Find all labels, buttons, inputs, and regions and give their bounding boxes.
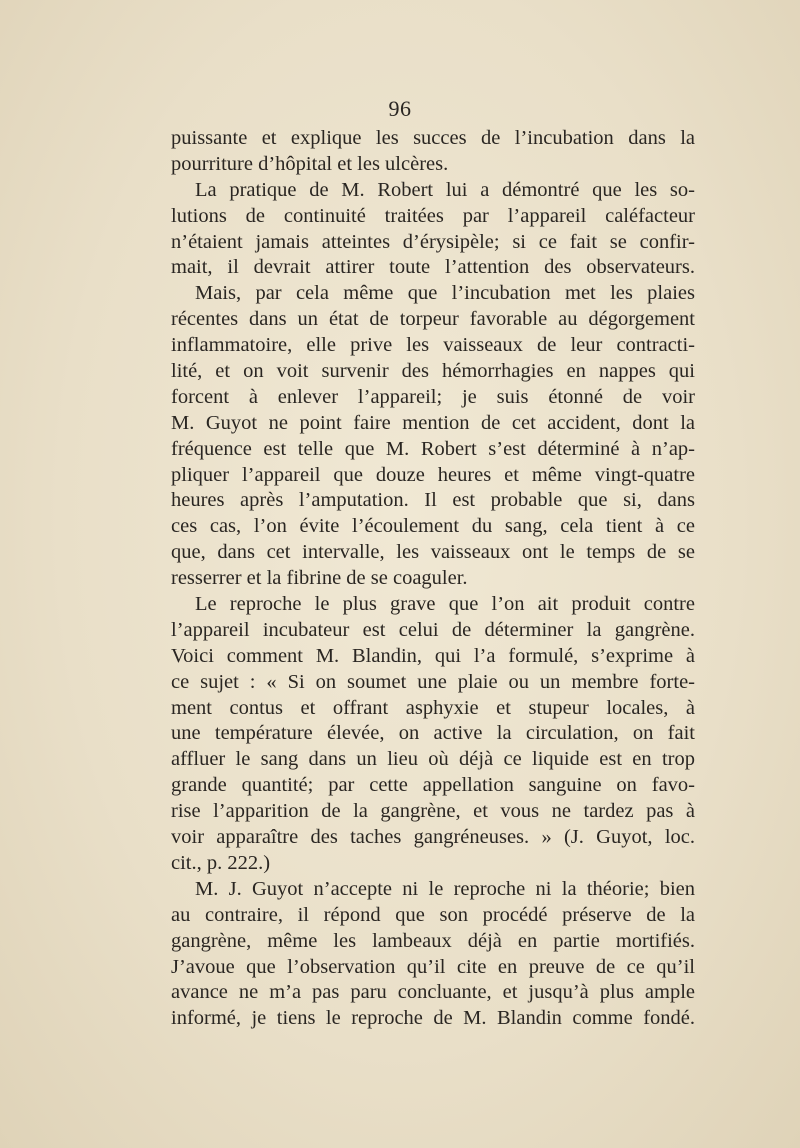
- text-line: La pratique de M. Robert lui a démontré que les so-: [195, 178, 695, 201]
- text-line: Voici comment M. Blandin, qui l’a formulé, s’exprime à: [171, 644, 695, 667]
- text-line: récentes dans un état de torpeur favorable au dégorgement: [171, 308, 695, 331]
- text-line: affluer le sang dans un lieu où déjà ce liquide est en trop: [171, 748, 695, 771]
- text-line: que, dans cet intervalle, les vaisseaux ont le temps de se: [171, 541, 695, 564]
- text-line: au contraire, il répond que son procédé préserve de la: [171, 903, 695, 926]
- text-line: M. J. Guyot n’accepte ni le reproche ni la théorie; bien: [195, 877, 695, 900]
- text-line: Le reproche le plus grave que l’on ait produit contre: [195, 593, 695, 616]
- text-line: une température élevée, on active la circulation, on fait: [171, 722, 695, 745]
- text-line: pliquer l’appareil que douze heures et même vingt-quatre: [171, 463, 695, 486]
- text-line: avance ne m’a pas paru concluante, et jusqu’à plus ample: [171, 981, 695, 1004]
- text-line: lité, et on voit survenir des hémorrhagies en nappes qui: [171, 360, 695, 383]
- text-line: puissante et explique les succes de l’incubation dans la: [171, 127, 695, 149]
- text-line: mait, il devrait attirer toute l’attention des observateurs.: [171, 256, 695, 279]
- page-number: 96: [388, 96, 412, 121]
- text-line: Mais, par cela même que l’incubation met les plaies: [195, 282, 695, 305]
- text-line: cit., p. 222.): [171, 851, 271, 874]
- text-line: pourriture d’hôpital et les ulcères.: [171, 152, 449, 175]
- text-line: lutions de continuité traitées par l’appareil caléfacteur: [171, 204, 695, 227]
- text-line: inflammatoire, elle prive les vaisseaux de leur contracti-: [171, 334, 695, 357]
- body-text: [171, 126, 695, 1032]
- text-line: heures après l’amputation. Il est probable que si, dans: [171, 489, 695, 512]
- text-line: l’appareil incubateur est celui de déterminer la gangrène.: [171, 618, 695, 641]
- text-line: ces cas, l’on évite l’écoulement du sang, cela tient à ce: [171, 515, 695, 538]
- text-line: forcent à enlever l’appareil; je suis étonné de voir: [171, 385, 695, 408]
- text-line: rise l’apparition de la gangrène, et vous ne tardez pas à: [171, 800, 695, 823]
- text-line: M. Guyot ne point faire mention de cet accident, dont la: [171, 411, 695, 434]
- text-line: informé, je tiens le reproche de M. Blandin comme fondé.: [171, 1007, 695, 1030]
- text-line: gangrène, même les lambeaux déjà en partie mortifiés.: [171, 929, 695, 952]
- text-line: voir apparaître des taches gangréneuses. » (J. Guyot, loc.: [171, 826, 695, 849]
- text-line: n’étaient jamais atteintes d’érysipèle; si ce fait se confir-: [171, 230, 695, 253]
- text-line: resserrer et la fibrine de se coaguler.: [171, 567, 468, 590]
- text-line: grande quantité; par cette appellation sanguine on favo-: [171, 774, 695, 797]
- text-line: J’avoue que l’observation qu’il cite en preuve de ce qu’il: [171, 955, 695, 978]
- text-line: ment contus et offrant asphyxie et stupeur locales, à: [171, 696, 695, 719]
- text-line: ce sujet : « Si on soumet une plaie ou un membre forte-: [171, 670, 695, 693]
- text-line: fréquence est telle que M. Robert s’est déterminé à n’ap-: [171, 437, 695, 460]
